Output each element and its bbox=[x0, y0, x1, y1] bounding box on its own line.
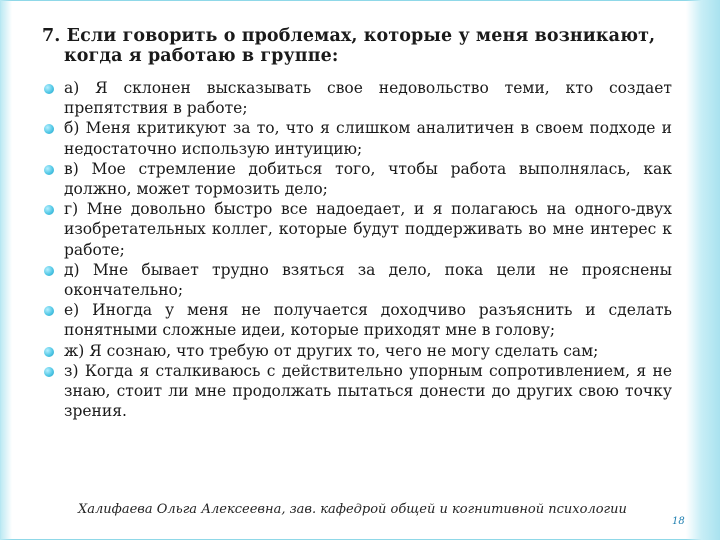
list-item bbox=[44, 159, 672, 199]
left-accent-stripe bbox=[0, 0, 12, 540]
bullet-icon bbox=[44, 205, 54, 215]
right-accent-stripe bbox=[686, 0, 720, 540]
list-item bbox=[44, 78, 672, 118]
bullet-icon bbox=[44, 165, 54, 175]
list-item bbox=[44, 361, 672, 422]
bullet-icon bbox=[44, 84, 54, 94]
bullet-icon bbox=[44, 266, 54, 276]
list-item bbox=[44, 199, 672, 260]
list-item-text: г) Мне довольно быстро все надоедает, и я полагаюсь на одного-двух изобретательных коллег, которые будут поддерживать во мне интерес к работе; bbox=[64, 200, 672, 259]
list-item-text: е) Иногда у меня не получается доходчиво разъяснить и сделать понятными сложные идеи, которые приходят мне в голову; bbox=[64, 301, 672, 340]
list-item bbox=[44, 118, 672, 158]
slide-title bbox=[42, 26, 682, 66]
bullet-icon bbox=[44, 367, 54, 377]
list-item bbox=[44, 341, 672, 361]
list-item bbox=[44, 300, 672, 340]
list-item-text: а) Я склонен высказывать свое недовольство теми, кто создает препятствия в работе; bbox=[64, 79, 672, 118]
bullet-icon bbox=[44, 124, 54, 134]
answer-list bbox=[44, 78, 672, 421]
bullet-icon bbox=[44, 347, 54, 357]
page-number: 18 bbox=[672, 516, 685, 527]
list-item-text: д) Мне бывает трудно взяться за дело, пока цели не прояснены окончательно; bbox=[64, 260, 672, 300]
list-item-text: з) Когда я сталкиваюсь с действительно упорным сопротивлением, я не знаю, стоит ли мне продолжать пытаться донести до других свою точку зрения. bbox=[64, 361, 672, 421]
title-line-1: 7. Если говорить о проблемах, которые у меня возникают, bbox=[42, 26, 656, 46]
list-item-text: в) Мое стремление добиться того, чтобы работа выполнялась, как должно, может тормозить дело; bbox=[64, 159, 672, 199]
bullet-icon bbox=[44, 306, 54, 316]
list-item bbox=[44, 260, 672, 300]
list-item-text: б) Меня критикуют за то, что я слишком аналитичен в своем подходе и недостаточно использую интуицию; bbox=[64, 119, 672, 158]
footer-author: Халифаева Ольга Алексеевна, зав. кафедрой общей и когнитивной психологии bbox=[78, 502, 627, 517]
title-line-2: когда я работаю в группе: bbox=[64, 46, 339, 66]
list-item-text: ж) Я сознаю, что требую от других то, чего не могу сделать сам; bbox=[64, 341, 599, 360]
